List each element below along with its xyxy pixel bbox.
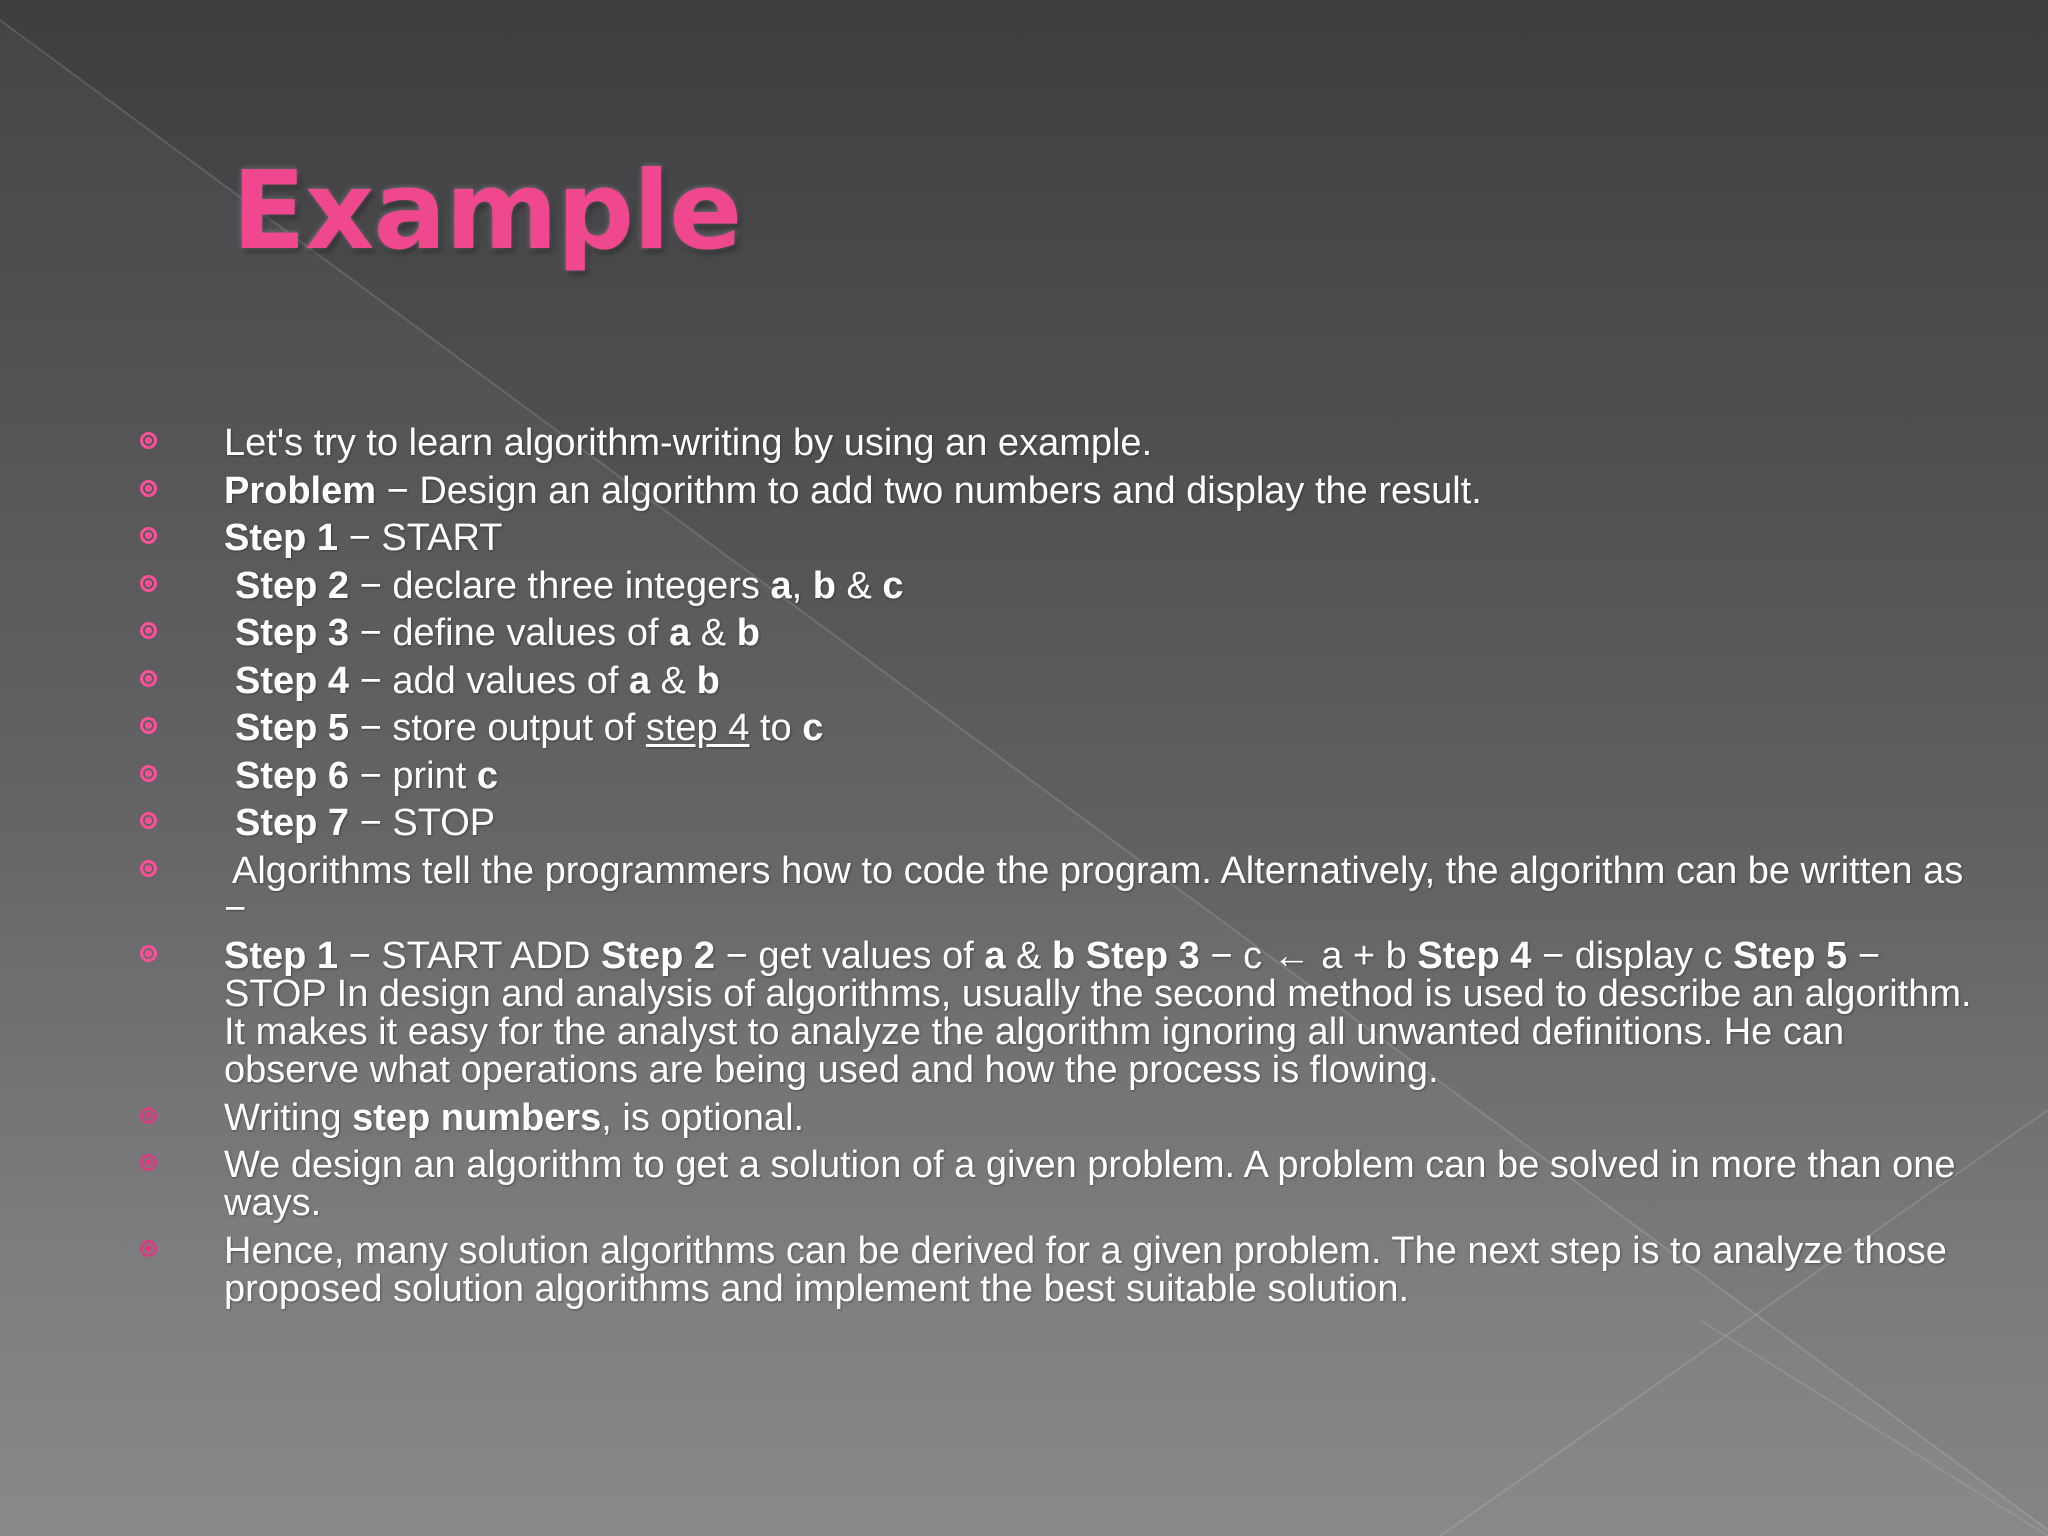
step-label: Step 2 — [235, 564, 350, 607]
list-item: Step 6 − print c — [0, 757, 2048, 795]
circle-dot-bullet-icon — [140, 860, 157, 877]
circle-dot-bullet-icon — [140, 765, 157, 782]
circle-dot-bullet-icon — [140, 945, 157, 962]
bullet-list — [0, 424, 2048, 1317]
circle-dot-bullet-icon — [140, 432, 157, 449]
step-label: Step 4 — [235, 659, 350, 702]
step-label: Step 6 — [235, 754, 350, 797]
list-item: Writing step numbers, is optional. — [0, 1099, 2048, 1137]
circle-dot-bullet-icon — [140, 1240, 157, 1257]
problem-label: Problem — [224, 469, 377, 512]
list-item: Hence, many solution algorithms can be derived for a given problem. The next step is to analyze those proposed solution algorithms and implement the best suitable solution. — [0, 1232, 2048, 1308]
list-item: Step 3 − define values of a & b — [0, 614, 2048, 652]
step-label: Step 1 — [224, 517, 339, 559]
list-item: We design an algorithm to get a solution of a given problem. A problem can be solved in more than one ways. — [0, 1146, 2048, 1222]
step-4-reference: step 4 — [645, 707, 750, 749]
circle-dot-bullet-icon — [140, 1107, 157, 1124]
step-label: Step 3 — [235, 612, 350, 654]
circle-dot-bullet-icon — [140, 670, 157, 687]
list-item: Step 7 − STOP — [0, 804, 2048, 842]
list-item: Let's try to learn algorithm-writing by using an example. — [0, 424, 2048, 462]
step-label: Step 7 — [235, 802, 350, 844]
circle-dot-bullet-icon — [140, 480, 157, 497]
list-item: Problem − Design an algorithm to add two numbers and display the result. — [0, 472, 2048, 510]
list-item: Step 4 − add values of a & b — [0, 662, 2048, 700]
list-item: Step 5 − store output of step 4 to c — [0, 709, 2048, 747]
circle-dot-bullet-icon — [140, 1154, 157, 1171]
slide-title: Example — [232, 149, 742, 274]
circle-dot-bullet-icon — [140, 622, 157, 639]
step-label: Step 5 — [235, 707, 350, 749]
list-item: Algorithms tell the programmers how to code the program. Alternatively, the algorithm can be written as − — [0, 852, 2048, 928]
circle-dot-bullet-icon — [140, 717, 157, 734]
circle-dot-bullet-icon — [140, 575, 157, 592]
circle-dot-bullet-icon — [140, 527, 157, 544]
list-item: Step 2 − declare three integers a, b & c — [0, 567, 2048, 605]
list-item: Step 1 − START — [0, 519, 2048, 557]
circle-dot-bullet-icon — [140, 812, 157, 829]
list-item: Step 1 − START ADD Step 2 − get values of a & b Step 3 − c ← a + b Step 4 − display c Step 5 − STOP In design and analysis of algorithms, usually the second method is used to describe an algorithm. It makes it easy for the analyst to analyze the algorithm ignoring all unwanted definitions. He can observe what operations are being used and how the process is flowing. — [0, 937, 2048, 1089]
